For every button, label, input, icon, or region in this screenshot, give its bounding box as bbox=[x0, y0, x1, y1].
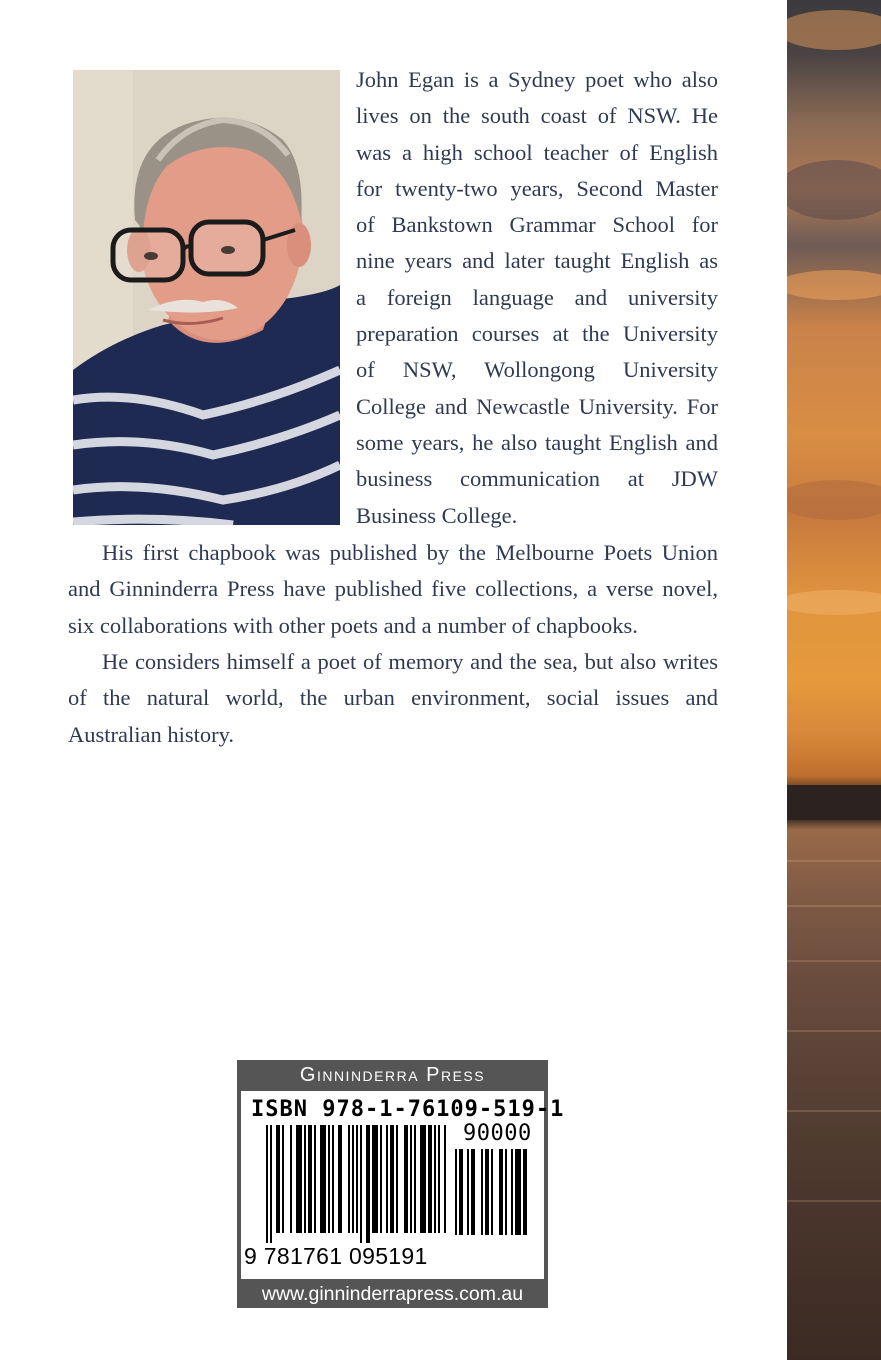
barcode-bar bbox=[467, 1149, 469, 1235]
barcode-bar bbox=[523, 1149, 527, 1235]
barcode-bar bbox=[360, 1125, 362, 1243]
barcode-bar bbox=[308, 1125, 312, 1233]
publisher-name: Ginninderra Press bbox=[299, 1064, 486, 1086]
barcode-panel bbox=[241, 1091, 565, 1279]
bio-line: some years, he also taught English and bbox=[356, 429, 718, 455]
barcode-bar bbox=[505, 1149, 507, 1235]
barcode-bar bbox=[296, 1125, 302, 1233]
barcode-bar bbox=[332, 1125, 334, 1233]
barcode-bar bbox=[511, 1149, 513, 1235]
barcode-bar bbox=[380, 1125, 382, 1233]
barcode-bar bbox=[372, 1125, 378, 1233]
bio-line: of Bankstown Grammar School for bbox=[356, 212, 718, 238]
barcode-bar bbox=[352, 1125, 354, 1233]
barcode-bar bbox=[282, 1125, 284, 1233]
bio-line: John Egan is a Sydney poet who also bbox=[356, 67, 718, 92]
bio-line: for twenty-two years, Second Master bbox=[356, 175, 718, 201]
barcode-bar bbox=[396, 1125, 398, 1233]
bio-line: a foreign language and university bbox=[356, 284, 718, 310]
barcode-bar bbox=[515, 1149, 521, 1235]
barcode-bar bbox=[491, 1149, 493, 1235]
spine-sunset-photo bbox=[787, 0, 881, 1360]
author-photo bbox=[73, 70, 340, 525]
barcode-bar bbox=[314, 1125, 316, 1233]
barcode-block bbox=[237, 1060, 565, 1308]
bio-line: College and Newcastle University. For bbox=[356, 393, 718, 419]
barcode-bar bbox=[338, 1125, 342, 1233]
bio-line: of NSW, Wollongong University bbox=[356, 357, 718, 383]
barcode-bar bbox=[438, 1125, 440, 1233]
barcode-bar bbox=[434, 1125, 436, 1233]
price-code: 90000 bbox=[463, 1121, 532, 1146]
bio-line: preparation courses at the University bbox=[356, 321, 718, 347]
barcode-bar bbox=[348, 1125, 350, 1233]
ean-barcode bbox=[266, 1125, 446, 1247]
barcode-bar bbox=[459, 1149, 463, 1235]
bio-line: nine years and later taught English as bbox=[356, 248, 718, 274]
barcode-bar bbox=[386, 1125, 388, 1233]
barcode-bar bbox=[481, 1149, 483, 1235]
barcode-bar bbox=[428, 1125, 432, 1233]
barcode-bar bbox=[404, 1125, 408, 1233]
bio-paragraph-themes: He considers himself a poet of memory and the sea, but also writes of the natural world, the urban environment, social issues and Australian history. bbox=[68, 649, 718, 747]
bio-line: business communication at JDW bbox=[356, 466, 718, 492]
barcode-bar bbox=[499, 1149, 503, 1235]
barcode-bar bbox=[390, 1125, 394, 1233]
barcode-bar bbox=[420, 1125, 426, 1233]
ean-digits: 9 781761 095191 bbox=[244, 1243, 428, 1269]
barcode-bar bbox=[444, 1125, 446, 1233]
barcode-bar bbox=[328, 1125, 330, 1233]
bio-line: lives on the south coast of NSW. He bbox=[356, 103, 718, 129]
author-bio-wrapped bbox=[356, 62, 718, 534]
barcode-bar bbox=[356, 1125, 358, 1233]
barcode-bar bbox=[270, 1125, 272, 1243]
bio-line: was a high school teacher of English bbox=[356, 139, 718, 165]
barcode-bar bbox=[485, 1149, 489, 1235]
barcode-bar bbox=[290, 1125, 292, 1233]
barcode-bar bbox=[366, 1125, 370, 1243]
barcode-bar bbox=[410, 1125, 412, 1233]
barcode-bar bbox=[304, 1125, 306, 1233]
barcode-bar bbox=[471, 1149, 475, 1235]
bio-paragraph-publications: His first chapbook was published by the Melbourne Poets Union and Ginninderra Press have published five collections, a verse novel, six collaborations with other poets and a number of chapbooks. bbox=[68, 540, 718, 638]
bio-line: Business College. bbox=[356, 502, 518, 528]
barcode-bar bbox=[320, 1125, 326, 1233]
barcode-bar bbox=[455, 1149, 457, 1235]
addon-barcode bbox=[455, 1149, 540, 1247]
barcode-bar bbox=[276, 1125, 280, 1233]
barcode-bar bbox=[414, 1125, 416, 1233]
barcode-bar bbox=[266, 1125, 268, 1243]
isbn-text: ISBN 978-1-76109-519-1 bbox=[251, 1097, 565, 1122]
publisher-website: www.ginninderrapress.com.au bbox=[261, 1283, 524, 1305]
